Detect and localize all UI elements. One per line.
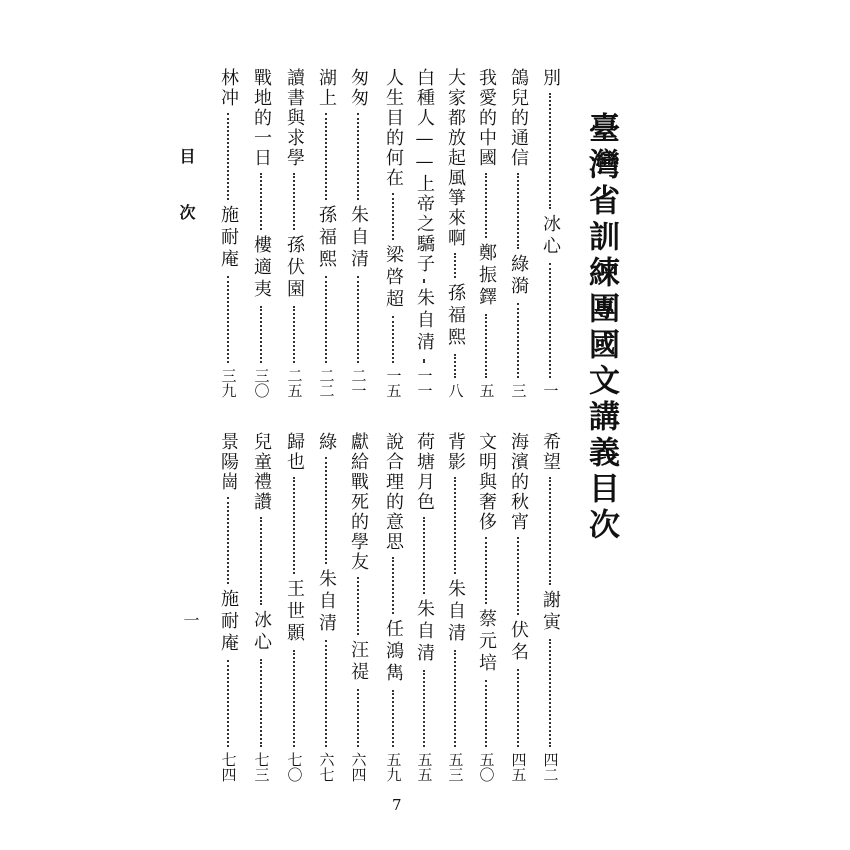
leader-dots: [423, 670, 425, 747]
leader-dots: [392, 316, 394, 363]
entry-author: 朱自清: [348, 205, 369, 271]
entry-page-number: 二二: [317, 368, 336, 398]
entry-author: 蔡元培: [476, 609, 497, 675]
leader-dots: [293, 650, 295, 747]
entry-page-number: 六四: [349, 752, 368, 782]
toc-entry: [506, 432, 530, 782]
leader-dots: [227, 497, 229, 584]
entry-author: 朱自清: [414, 599, 435, 665]
entry-author: 孫伏園: [284, 235, 305, 301]
entry-title: 獻給戰死的學友: [348, 432, 369, 572]
entry-page-number: 四二: [541, 752, 560, 782]
leader-dots: [325, 640, 327, 747]
entry-page-number: 一五: [384, 368, 403, 398]
toc-entry: [249, 432, 273, 782]
entry-page-number: 五九: [384, 752, 403, 782]
leader-dots: [357, 276, 359, 363]
entry-author: 任鴻雋: [383, 619, 404, 685]
entry-title: 鴿兒的通信: [508, 68, 529, 168]
entry-page-number: 一: [541, 383, 560, 398]
toc-entry: [474, 68, 498, 398]
leader-dots: [392, 690, 394, 747]
entry-title: 海濱的秋宵: [508, 432, 529, 532]
toc-entry: [249, 68, 273, 398]
entry-title: 林冲: [218, 68, 239, 108]
toc-entry: [506, 68, 530, 398]
leader-dots: [325, 457, 327, 564]
leader-dots: [357, 577, 359, 635]
leader-dots: [485, 537, 487, 604]
entry-author: 鄭振鐸: [476, 242, 497, 309]
page-title: 臺灣省訓練團國文講義目次: [583, 112, 619, 544]
entry-author: 綠漪: [508, 253, 529, 298]
entry-author: 樓適夷: [251, 235, 272, 301]
toc-entry: [412, 432, 436, 782]
toc-entry: [538, 432, 562, 782]
leader-dots: [423, 359, 425, 363]
leader-dots: [454, 477, 456, 574]
entry-page-number: 八: [446, 383, 465, 398]
entry-page-number: 七四: [219, 752, 238, 782]
entry-title: 荷塘月色: [414, 432, 435, 512]
toc-entry: [216, 432, 240, 782]
leader-dots: [392, 193, 394, 240]
entry-author: 冰心: [540, 213, 561, 258]
leader-dots: [260, 659, 262, 747]
leader-dots: [293, 306, 295, 363]
leader-dots: [423, 279, 425, 283]
entry-author: 冰心: [251, 610, 272, 654]
entry-title: 別: [540, 68, 561, 88]
entry-page-number: 五〇: [477, 752, 496, 782]
leader-dots: [227, 113, 229, 200]
entry-title: 景陽崗: [218, 432, 239, 492]
toc-entry: [474, 432, 498, 782]
leader-dots: [227, 276, 229, 363]
entry-title: 背影: [445, 432, 466, 472]
entry-page-number: 四五: [509, 752, 528, 782]
leader-dots: [454, 253, 456, 278]
entry-author: 朱自清: [414, 288, 435, 354]
page-number: 7: [392, 796, 402, 814]
leader-dots: [517, 303, 519, 379]
entry-author: 孫福熙: [316, 205, 337, 271]
entry-title: 兒童禮讚: [251, 432, 272, 512]
leader-dots: [357, 113, 359, 200]
leader-dots: [325, 113, 327, 200]
leader-dots: [293, 477, 295, 574]
entry-title: 我愛的中國: [476, 68, 497, 168]
leader-dots: [293, 173, 295, 230]
entry-title: 白種人——上帝之驕子: [414, 68, 435, 274]
toc-entry: [443, 432, 467, 782]
entry-page-number: 三: [509, 383, 528, 398]
entry-title: 讀書與求學: [284, 68, 305, 168]
toc-entry: [314, 68, 338, 398]
entry-author: 王世顥: [284, 579, 305, 645]
entry-title: 歸也: [284, 432, 305, 472]
entry-title: 希望: [540, 432, 561, 472]
entry-author: 施耐庵: [218, 205, 239, 271]
entry-title: 說合理的意思: [383, 432, 404, 552]
entry-page-number: 三〇: [252, 368, 271, 398]
entry-title: 文明與奢侈: [476, 432, 497, 532]
entry-page-number: 三九: [219, 368, 238, 398]
leader-dots: [549, 477, 551, 585]
leader-dots: [260, 173, 262, 230]
entry-page-number: 六七: [317, 752, 336, 782]
entry-title: 大家都放起風箏來啊: [445, 68, 466, 248]
leader-dots: [549, 93, 551, 209]
leader-dots: [260, 517, 262, 605]
toc-entry: [282, 68, 306, 398]
entry-page-number: 二五: [285, 368, 304, 398]
folio-number: 一: [181, 612, 200, 628]
entry-author: 梁啓超: [383, 245, 404, 311]
toc-entry: [314, 432, 338, 782]
entry-page-number: 七三: [252, 752, 271, 782]
entry-page-number: 五三: [446, 752, 465, 782]
entry-page-number: 一一: [415, 368, 434, 398]
toc-entry: [443, 68, 467, 398]
leader-dots: [423, 517, 425, 594]
entry-author: 施耐庵: [218, 589, 239, 655]
entry-author: 朱自清: [316, 569, 337, 635]
entry-title: 人生目的何在: [383, 68, 404, 188]
leader-dots: [517, 173, 519, 249]
entry-page-number: 七〇: [285, 752, 304, 782]
leader-dots: [260, 306, 262, 363]
leader-dots: [517, 669, 519, 747]
toc-entry: [216, 68, 240, 398]
entry-author: 孫福熙: [445, 282, 466, 349]
toc-entry: [346, 432, 370, 782]
entry-page-number: 二一: [349, 368, 368, 398]
entry-author: 汪禔: [348, 640, 369, 684]
entry-author: 朱自清: [445, 579, 466, 645]
leader-dots: [549, 263, 551, 379]
entry-page-number: 五五: [415, 752, 434, 782]
entry-author: 謝寅: [540, 590, 561, 634]
entry-page-number: 五: [477, 383, 496, 398]
side-label: 目次: [177, 148, 196, 260]
leader-dots: [517, 537, 519, 615]
leader-dots: [485, 173, 487, 238]
toc-entry: [381, 68, 405, 398]
leader-dots: [485, 314, 487, 379]
toc-entry: [282, 432, 306, 782]
leader-dots: [325, 276, 327, 363]
entry-title: 戰地的一日: [251, 68, 272, 168]
toc-entry: [538, 68, 562, 398]
leader-dots: [454, 354, 456, 379]
toc-entry: [381, 432, 405, 782]
leader-dots: [357, 689, 359, 747]
leader-dots: [549, 639, 551, 747]
leader-dots: [227, 660, 229, 747]
toc-entry: [346, 68, 370, 398]
entry-title: 匆匆: [348, 68, 369, 108]
leader-dots: [392, 557, 394, 614]
entry-title: 綠: [316, 432, 337, 452]
leader-dots: [485, 680, 487, 747]
entry-author: 伏名: [508, 620, 529, 664]
toc-entry: [412, 68, 436, 398]
leader-dots: [454, 650, 456, 747]
entry-title: 湖上: [316, 68, 337, 108]
